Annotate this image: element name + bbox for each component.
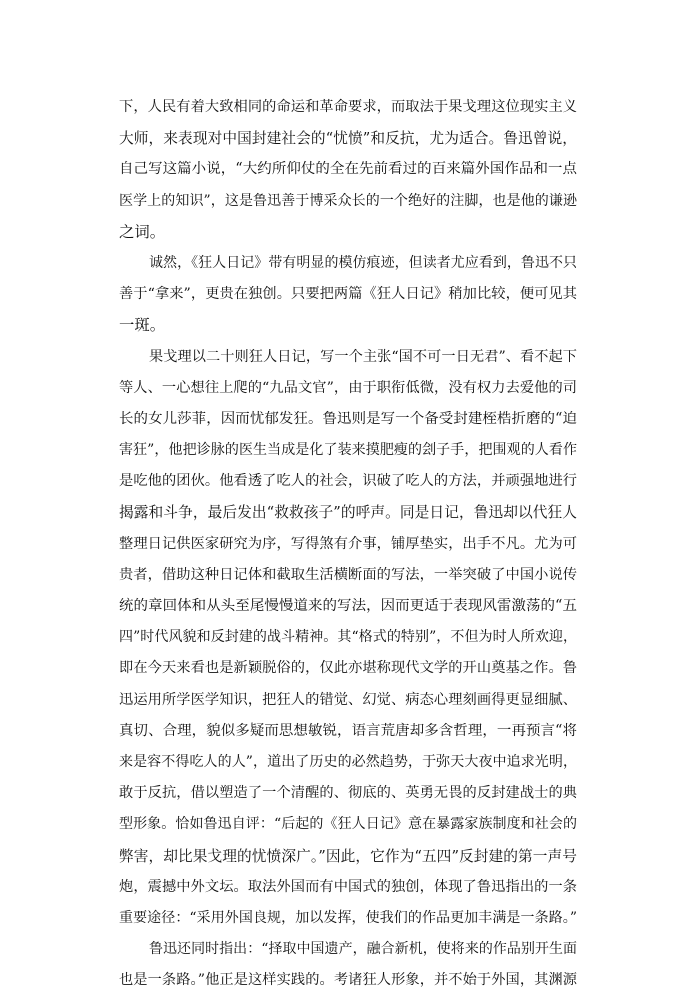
text-line: 来是容不得吃人的人”，道出了历史的必然趋势，于弥天大夜中追求光明， bbox=[119, 753, 577, 770]
text-line: 弊害，却比果戈理的忧愤深广。”因此，它作为“五四”反封建的第一声号 bbox=[119, 847, 577, 865]
text-line: 下，人民有着大致相同的命运和革命要求，而取法于果戈理这位现实主义 bbox=[119, 99, 577, 115]
text-line: 医学上的知识”，这是鲁迅善于博采众长的一个绝好的注脚，也是他的谦逊 bbox=[119, 192, 577, 209]
text-line: 型形象。恰如鲁迅自评：“后起的《狂人日记》意在暴露家族制度和社会的 bbox=[119, 816, 577, 833]
text-line: 善于“拿来”，更贵在独创。只要把两篇《狂人日记》稍加比较，便可见其 bbox=[119, 286, 577, 303]
text-line: 果戈理以二十则狂人日记，写一个主张“国不可一日无君”、看不起下 bbox=[149, 348, 577, 365]
text-line: 长的女儿莎菲，因而忧郁发狂。鲁迅则是写一个备受封建桎梏折磨的“迫 bbox=[119, 410, 577, 427]
body-text bbox=[119, 92, 577, 996]
text-line: 害狂”，他把诊脉的医生当成是化了装来摸肥瘦的刽子手，把围观的人看作 bbox=[119, 442, 577, 459]
text-line: 一斑。 bbox=[119, 316, 166, 335]
text-line: 自己写这篇小说，“大约所仰仗的全在先前看过的百来篇外国作品和一点 bbox=[119, 161, 577, 178]
text-line: 之词。 bbox=[119, 222, 166, 241]
text-line: 鲁迅还同时指出：“择取中国遗产，融合新机，使将来的作品别开生面 bbox=[149, 941, 577, 958]
text-line: 揭露和斗争，最后发出“救救孩子”的呼声。同是日记，鲁迅却以代狂人 bbox=[119, 504, 577, 522]
text-line: 贵者，借助这种日记体和截取生活横断面的写法，一举突破了中国小说传 bbox=[119, 566, 577, 583]
text-line: 也是一条路。”他正是这样实践的。考诸狂人形象，并不始于外国，其渊源 bbox=[119, 972, 577, 989]
text-line: 敢于反抗，借以塑造了一个清醒的、彻底的、英勇无畏的反封建战士的典 bbox=[119, 785, 577, 802]
text-line: 即在今天来看也是新颖脱俗的，仅此亦堪称现代文学的开山奠基之作。鲁 bbox=[119, 660, 577, 677]
text-line: 诚然，《狂人日记》带有明显的模仿痕迹，但读者尤应看到，鲁迅不只 bbox=[149, 254, 577, 271]
text-line: 等人、一心想往上爬的“九品文官”，由于职衔低微，没有权力去爱他的司 bbox=[119, 379, 577, 396]
text-line: 真切、合理，貌似多疑而思想敏锐，语言荒唐却多含哲理，一再预言“将 bbox=[119, 722, 577, 739]
text-line: 整理日记供医家研究为序，写得煞有介事，铺厚垫实，出手不凡。尤为可 bbox=[119, 535, 577, 552]
text-line: 炮，震撼中外文坛。取法外国而有中国式的独创，体现了鲁迅指出的一条 bbox=[119, 878, 577, 895]
text-line: 迅运用所学医学知识，把狂人的错觉、幻觉、病态心理刻画得更显细腻、 bbox=[119, 691, 577, 708]
text-line: 统的章回体和从头至尾慢慢道来的写法，因而更适于表现风雷激荡的“五 bbox=[119, 598, 577, 614]
text-line: 大师，来表现对中国封建社会的“忧愤”和反抗，尤为适合。鲁迅曾说， bbox=[119, 130, 577, 148]
text-line: 四”时代风貌和反封建的战斗精神。其“格式的特别”，不但为时人所欢迎， bbox=[119, 629, 577, 646]
text-line: 是吃他的团伙。他看透了吃人的社会，识破了吃人的方法，并顽强地进行 bbox=[119, 473, 577, 490]
text-line: 重要途径：“采用外国良规，加以发挥，使我们的作品更加丰满是一条路。” bbox=[119, 909, 577, 926]
